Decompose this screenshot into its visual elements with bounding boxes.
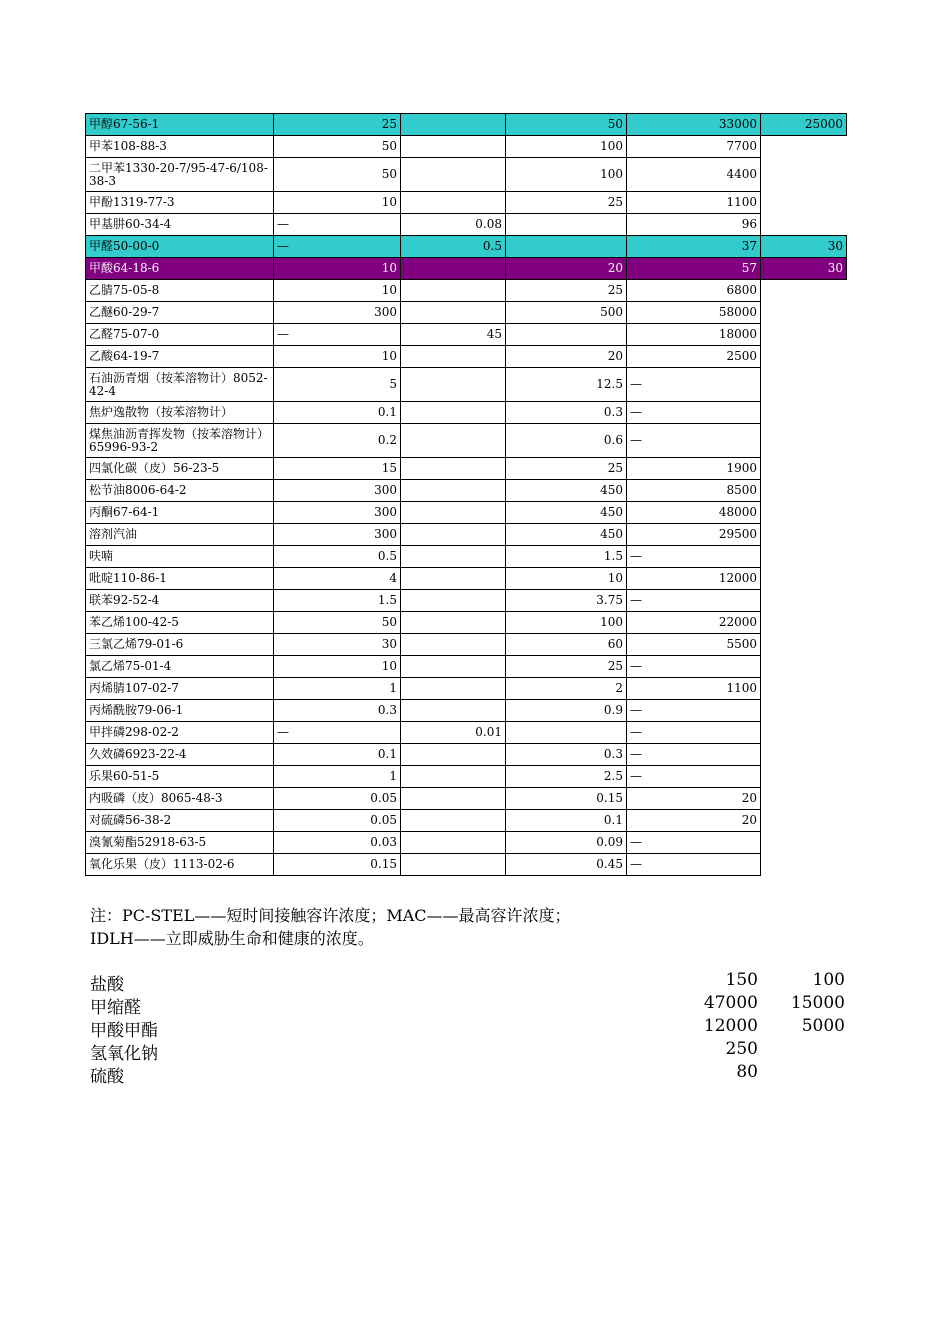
value-cell-4[interactable]: 4400 bbox=[627, 158, 761, 192]
value-cell-3[interactable]: 20 bbox=[506, 258, 627, 280]
value-cell-4[interactable]: 12000 bbox=[627, 568, 761, 590]
value-cell-5[interactable] bbox=[761, 854, 847, 876]
footnote bbox=[90, 904, 571, 950]
value-cell-3[interactable]: 25 bbox=[506, 458, 627, 480]
value-cell-4[interactable]: 22000 bbox=[627, 612, 761, 634]
table-row bbox=[86, 524, 847, 546]
value-cell-2[interactable] bbox=[401, 192, 506, 214]
value-cell-5[interactable] bbox=[761, 524, 847, 546]
substance-cell[interactable]: 甲拌磷298-02-2 bbox=[86, 722, 274, 744]
substance-cell[interactable]: 内吸磷（皮）8065-48-3 bbox=[86, 788, 274, 810]
table-row bbox=[86, 832, 847, 854]
value-cell-3[interactable] bbox=[506, 324, 627, 346]
value-cell-5[interactable] bbox=[761, 158, 847, 192]
table-row bbox=[86, 368, 847, 402]
table-row bbox=[86, 114, 847, 136]
value-cell-1[interactable]: 300 bbox=[274, 480, 401, 502]
value-cell-1[interactable]: 10 bbox=[274, 656, 401, 678]
value-cell-5[interactable] bbox=[761, 678, 847, 700]
value-cell-1[interactable]: 0.3 bbox=[274, 700, 401, 722]
value-cell-2[interactable] bbox=[401, 788, 506, 810]
value-cell-5[interactable] bbox=[761, 700, 847, 722]
value-cell-5[interactable] bbox=[761, 480, 847, 502]
value-cell-5[interactable] bbox=[761, 590, 847, 612]
value-cell-5[interactable] bbox=[761, 502, 847, 524]
chemical-limits-sheet bbox=[85, 113, 847, 876]
value-cell-4[interactable]: 29500 bbox=[627, 524, 761, 546]
footnote-line-1: 注：PC-STEL——短时间接触容许浓度；MAC——最高容许浓度； bbox=[90, 906, 571, 925]
value-cell-3[interactable]: 450 bbox=[506, 480, 627, 502]
list-item bbox=[90, 1062, 850, 1085]
value-cell-4[interactable]: 7700 bbox=[627, 136, 761, 158]
list-item bbox=[90, 993, 850, 1016]
value-cell-4[interactable]: — bbox=[627, 854, 761, 876]
value-cell-1[interactable]: 30 bbox=[274, 634, 401, 656]
value-cell-2[interactable] bbox=[401, 114, 506, 136]
substance-name: 硫酸 bbox=[90, 1067, 124, 1087]
value-cell-4[interactable]: 33000 bbox=[627, 114, 761, 136]
value-cell-5[interactable] bbox=[761, 346, 847, 368]
value-cell-1[interactable]: 300 bbox=[274, 524, 401, 546]
substance-cell[interactable]: 石油沥青烟（按苯溶物计）8052-42-4 bbox=[86, 368, 274, 402]
value-cell-1[interactable]: 0.15 bbox=[274, 854, 401, 876]
table-row bbox=[86, 192, 847, 214]
substance-cell[interactable]: 乙酸64-19-7 bbox=[86, 346, 274, 368]
value-cell-1[interactable]: 1.5 bbox=[274, 590, 401, 612]
list-item bbox=[90, 1039, 850, 1062]
substance-cell[interactable]: 乐果60-51-5 bbox=[86, 766, 274, 788]
substance-cell[interactable]: 呋喃 bbox=[86, 546, 274, 568]
value-1: 12000 bbox=[703, 1016, 758, 1036]
table-row bbox=[86, 612, 847, 634]
table-row bbox=[86, 744, 847, 766]
value-cell-3[interactable]: 100 bbox=[506, 612, 627, 634]
value-cell-3[interactable] bbox=[506, 236, 627, 258]
value-cell-3[interactable]: 25 bbox=[506, 192, 627, 214]
value-cell-3[interactable]: 1.5 bbox=[506, 546, 627, 568]
table-row bbox=[86, 458, 847, 480]
value-cell-2[interactable] bbox=[401, 346, 506, 368]
value-cell-4[interactable]: — bbox=[627, 832, 761, 854]
value-cell-2[interactable] bbox=[401, 546, 506, 568]
value-cell-4[interactable]: 2500 bbox=[627, 346, 761, 368]
substance-name: 甲酸甲酯 bbox=[90, 1021, 158, 1041]
value-cell-5[interactable] bbox=[761, 192, 847, 214]
value-cell-5[interactable] bbox=[761, 612, 847, 634]
table-row bbox=[86, 722, 847, 744]
value-cell-5[interactable] bbox=[761, 744, 847, 766]
value-cell-1[interactable]: 300 bbox=[274, 502, 401, 524]
value-cell-1[interactable]: — bbox=[274, 214, 401, 236]
value-cell-1[interactable]: 50 bbox=[274, 136, 401, 158]
value-cell-4[interactable]: — bbox=[627, 546, 761, 568]
value-cell-3[interactable]: 12.5 bbox=[506, 368, 627, 402]
value-cell-4[interactable]: — bbox=[627, 402, 761, 424]
value-cell-2[interactable] bbox=[401, 480, 506, 502]
value-cell-5[interactable] bbox=[761, 634, 847, 656]
value-cell-2[interactable] bbox=[401, 524, 506, 546]
substance-cell[interactable]: 氧化乐果（皮）1113-02-6 bbox=[86, 854, 274, 876]
value-cell-4[interactable]: — bbox=[627, 722, 761, 744]
table-row bbox=[86, 546, 847, 568]
value-cell-2[interactable] bbox=[401, 744, 506, 766]
value-cell-2[interactable] bbox=[401, 424, 506, 458]
substance-cell[interactable]: 溶剂汽油 bbox=[86, 524, 274, 546]
value-cell-3[interactable]: 60 bbox=[506, 634, 627, 656]
value-cell-5[interactable] bbox=[761, 568, 847, 590]
value-2: 15000 bbox=[790, 993, 845, 1013]
table-row bbox=[86, 700, 847, 722]
value-cell-4[interactable]: 1100 bbox=[627, 192, 761, 214]
value-cell-4[interactable]: 6800 bbox=[627, 280, 761, 302]
substance-cell[interactable]: 甲苯108-88-3 bbox=[86, 136, 274, 158]
value-cell-2[interactable]: 0.5 bbox=[401, 236, 506, 258]
value-cell-1[interactable]: 1 bbox=[274, 766, 401, 788]
table-row bbox=[86, 656, 847, 678]
value-cell-3[interactable]: 100 bbox=[506, 158, 627, 192]
substance-cell[interactable]: 甲醇67-56-1 bbox=[86, 114, 274, 136]
extra-substances-list bbox=[90, 970, 850, 1085]
value-cell-2[interactable]: 45 bbox=[401, 324, 506, 346]
table-row bbox=[86, 158, 847, 192]
table-row bbox=[86, 810, 847, 832]
footnote-line-2: IDLH——立即威胁生命和健康的浓度。 bbox=[90, 929, 374, 948]
value-cell-2[interactable] bbox=[401, 766, 506, 788]
value-1: 250 bbox=[725, 1039, 758, 1059]
value-cell-3[interactable]: 450 bbox=[506, 502, 627, 524]
table-row bbox=[86, 402, 847, 424]
substance-cell[interactable]: 三氯乙烯79-01-6 bbox=[86, 634, 274, 656]
value-cell-5[interactable] bbox=[761, 424, 847, 458]
table-row bbox=[86, 502, 847, 524]
value-cell-5[interactable] bbox=[761, 546, 847, 568]
value-cell-2[interactable] bbox=[401, 590, 506, 612]
value-cell-3[interactable]: 0.6 bbox=[506, 424, 627, 458]
value-cell-4[interactable]: — bbox=[627, 766, 761, 788]
substance-cell[interactable]: 乙醛75-07-0 bbox=[86, 324, 274, 346]
value-cell-1[interactable]: — bbox=[274, 236, 401, 258]
value-cell-2[interactable]: 0.01 bbox=[401, 722, 506, 744]
table-row bbox=[86, 302, 847, 324]
table-row bbox=[86, 678, 847, 700]
substance-cell[interactable]: 丙烯酰胺79-06-1 bbox=[86, 700, 274, 722]
value-cell-2[interactable] bbox=[401, 458, 506, 480]
value-cell-1[interactable]: 50 bbox=[274, 612, 401, 634]
substance-cell[interactable]: 松节油8006-64-2 bbox=[86, 480, 274, 502]
table-row bbox=[86, 788, 847, 810]
value-cell-5[interactable] bbox=[761, 214, 847, 236]
value-cell-3[interactable]: 2 bbox=[506, 678, 627, 700]
substance-cell[interactable]: 吡啶110-86-1 bbox=[86, 568, 274, 590]
value-cell-1[interactable]: 1 bbox=[274, 678, 401, 700]
table-row bbox=[86, 280, 847, 302]
value-cell-3[interactable]: 0.45 bbox=[506, 854, 627, 876]
value-cell-5[interactable] bbox=[761, 832, 847, 854]
value-cell-1[interactable]: — bbox=[274, 324, 401, 346]
value-cell-5[interactable] bbox=[761, 368, 847, 402]
value-cell-1[interactable]: 0.2 bbox=[274, 424, 401, 458]
value-cell-4[interactable]: 57 bbox=[627, 258, 761, 280]
value-cell-1[interactable]: 4 bbox=[274, 568, 401, 590]
value-cell-2[interactable] bbox=[401, 700, 506, 722]
value-cell-2[interactable] bbox=[401, 136, 506, 158]
value-cell-5[interactable]: 25000 bbox=[761, 114, 847, 136]
value-cell-1[interactable]: 0.1 bbox=[274, 744, 401, 766]
substance-cell[interactable]: 煤焦油沥青挥发物（按苯溶物计）65996-93-2 bbox=[86, 424, 274, 458]
value-cell-3[interactable]: 2.5 bbox=[506, 766, 627, 788]
value-cell-1[interactable]: 300 bbox=[274, 302, 401, 324]
value-cell-3[interactable]: 20 bbox=[506, 346, 627, 368]
value-cell-2[interactable] bbox=[401, 678, 506, 700]
value-cell-2[interactable] bbox=[401, 258, 506, 280]
value-cell-4[interactable]: 20 bbox=[627, 788, 761, 810]
value-cell-5[interactable] bbox=[761, 458, 847, 480]
value-cell-2[interactable] bbox=[401, 302, 506, 324]
value-cell-5[interactable]: 30 bbox=[761, 236, 847, 258]
value-cell-2[interactable] bbox=[401, 568, 506, 590]
value-cell-3[interactable]: 0.15 bbox=[506, 788, 627, 810]
value-cell-1[interactable]: 10 bbox=[274, 192, 401, 214]
value-cell-5[interactable]: 30 bbox=[761, 258, 847, 280]
substance-name: 甲缩醛 bbox=[90, 998, 141, 1018]
value-cell-3[interactable]: 0.3 bbox=[506, 402, 627, 424]
value-cell-3[interactable] bbox=[506, 722, 627, 744]
value-cell-4[interactable]: — bbox=[627, 656, 761, 678]
value-1: 47000 bbox=[703, 993, 758, 1013]
value-cell-2[interactable] bbox=[401, 502, 506, 524]
value-cell-1[interactable]: 0.5 bbox=[274, 546, 401, 568]
table-row bbox=[86, 590, 847, 612]
value-cell-1[interactable]: 10 bbox=[274, 258, 401, 280]
value-cell-3[interactable]: 25 bbox=[506, 280, 627, 302]
value-cell-1[interactable]: 0.05 bbox=[274, 810, 401, 832]
substance-cell[interactable]: 二甲苯1330-20-7/95-47-6/108-38-3 bbox=[86, 158, 274, 192]
substance-cell[interactable]: 乙腈75-05-8 bbox=[86, 280, 274, 302]
substance-cell[interactable]: 丙烯腈107-02-7 bbox=[86, 678, 274, 700]
value-cell-5[interactable] bbox=[761, 722, 847, 744]
value-cell-1[interactable]: 0.1 bbox=[274, 402, 401, 424]
exposure-limits-table bbox=[85, 113, 847, 876]
value-1: 80 bbox=[736, 1062, 758, 1082]
value-cell-4[interactable]: — bbox=[627, 368, 761, 402]
substance-name: 氢氧化钠 bbox=[90, 1044, 158, 1064]
value-cell-3[interactable]: 3.75 bbox=[506, 590, 627, 612]
value-cell-4[interactable]: 5500 bbox=[627, 634, 761, 656]
value-cell-2[interactable] bbox=[401, 854, 506, 876]
substance-cell[interactable]: 对硫磷56-38-2 bbox=[86, 810, 274, 832]
table-row bbox=[86, 324, 847, 346]
value-cell-3[interactable]: 50 bbox=[506, 114, 627, 136]
value-cell-4[interactable]: 8500 bbox=[627, 480, 761, 502]
value-cell-2[interactable] bbox=[401, 280, 506, 302]
value-cell-2[interactable]: 0.08 bbox=[401, 214, 506, 236]
table-row bbox=[86, 634, 847, 656]
value-cell-4[interactable]: — bbox=[627, 744, 761, 766]
table-row bbox=[86, 136, 847, 158]
substance-cell[interactable]: 苯乙烯100-42-5 bbox=[86, 612, 274, 634]
value-1: 150 bbox=[725, 970, 758, 990]
value-cell-1[interactable]: 0.05 bbox=[274, 788, 401, 810]
table-row bbox=[86, 854, 847, 876]
value-2: 100 bbox=[812, 970, 845, 990]
table-row bbox=[86, 424, 847, 458]
value-cell-2[interactable] bbox=[401, 158, 506, 192]
value-cell-1[interactable]: 25 bbox=[274, 114, 401, 136]
value-cell-5[interactable] bbox=[761, 788, 847, 810]
value-cell-5[interactable] bbox=[761, 136, 847, 158]
substance-cell[interactable]: 甲基肼60-34-4 bbox=[86, 214, 274, 236]
value-cell-3[interactable]: 10 bbox=[506, 568, 627, 590]
value-cell-4[interactable]: 37 bbox=[627, 236, 761, 258]
table-row bbox=[86, 480, 847, 502]
value-cell-4[interactable]: — bbox=[627, 700, 761, 722]
value-cell-3[interactable]: 100 bbox=[506, 136, 627, 158]
value-cell-4[interactable]: 20 bbox=[627, 810, 761, 832]
value-cell-5[interactable] bbox=[761, 402, 847, 424]
value-cell-4[interactable]: 58000 bbox=[627, 302, 761, 324]
substance-cell[interactable]: 氯乙烯75-01-4 bbox=[86, 656, 274, 678]
list-item bbox=[90, 970, 850, 993]
value-cell-4[interactable]: 1900 bbox=[627, 458, 761, 480]
substance-cell[interactable]: 乙醚60-29-7 bbox=[86, 302, 274, 324]
value-cell-4[interactable]: 96 bbox=[627, 214, 761, 236]
substance-cell[interactable]: 甲酸64-18-6 bbox=[86, 258, 274, 280]
value-cell-2[interactable] bbox=[401, 612, 506, 634]
substance-cell[interactable]: 久效磷6923-22-4 bbox=[86, 744, 274, 766]
value-cell-3[interactable]: 0.1 bbox=[506, 810, 627, 832]
value-cell-2[interactable] bbox=[401, 402, 506, 424]
table-row bbox=[86, 766, 847, 788]
table-row bbox=[86, 568, 847, 590]
value-cell-4[interactable]: — bbox=[627, 424, 761, 458]
value-cell-2[interactable] bbox=[401, 656, 506, 678]
table-row bbox=[86, 236, 847, 258]
value-cell-2[interactable] bbox=[401, 832, 506, 854]
value-cell-5[interactable] bbox=[761, 656, 847, 678]
value-cell-2[interactable] bbox=[401, 810, 506, 832]
substance-cell[interactable]: 联苯92-52-4 bbox=[86, 590, 274, 612]
value-cell-1[interactable]: 5 bbox=[274, 368, 401, 402]
substance-cell[interactable]: 溴氰菊酯52918-63-5 bbox=[86, 832, 274, 854]
substance-name: 盐酸 bbox=[90, 975, 124, 995]
value-cell-2[interactable] bbox=[401, 634, 506, 656]
value-cell-5[interactable] bbox=[761, 302, 847, 324]
value-cell-5[interactable] bbox=[761, 766, 847, 788]
value-cell-5[interactable] bbox=[761, 280, 847, 302]
value-cell-5[interactable] bbox=[761, 810, 847, 832]
substance-cell[interactable]: 甲醛50-00-0 bbox=[86, 236, 274, 258]
value-cell-3[interactable]: 450 bbox=[506, 524, 627, 546]
substance-cell[interactable]: 焦炉逸散物（按苯溶物计） bbox=[86, 402, 274, 424]
value-cell-4[interactable]: 18000 bbox=[627, 324, 761, 346]
value-cell-4[interactable]: 1100 bbox=[627, 678, 761, 700]
value-cell-3[interactable]: 500 bbox=[506, 302, 627, 324]
value-cell-3[interactable]: 0.9 bbox=[506, 700, 627, 722]
value-cell-1[interactable]: 0.03 bbox=[274, 832, 401, 854]
value-cell-3[interactable] bbox=[506, 214, 627, 236]
value-2: 5000 bbox=[801, 1016, 845, 1036]
value-cell-3[interactable]: 0.3 bbox=[506, 744, 627, 766]
table-row bbox=[86, 346, 847, 368]
list-item bbox=[90, 1016, 850, 1039]
substance-cell[interactable]: 丙酮67-64-1 bbox=[86, 502, 274, 524]
value-cell-1[interactable]: 10 bbox=[274, 346, 401, 368]
value-cell-4[interactable]: — bbox=[627, 590, 761, 612]
value-cell-3[interactable]: 0.09 bbox=[506, 832, 627, 854]
table-row bbox=[86, 258, 847, 280]
substance-cell[interactable]: 四氯化碳（皮）56-23-5 bbox=[86, 458, 274, 480]
value-cell-1[interactable]: — bbox=[274, 722, 401, 744]
value-cell-1[interactable]: 10 bbox=[274, 280, 401, 302]
value-cell-2[interactable] bbox=[401, 368, 506, 402]
value-cell-5[interactable] bbox=[761, 324, 847, 346]
value-cell-4[interactable]: 48000 bbox=[627, 502, 761, 524]
substance-cell[interactable]: 甲酚1319-77-3 bbox=[86, 192, 274, 214]
value-cell-1[interactable]: 15 bbox=[274, 458, 401, 480]
value-cell-1[interactable]: 50 bbox=[274, 158, 401, 192]
table-row bbox=[86, 214, 847, 236]
value-cell-3[interactable]: 25 bbox=[506, 656, 627, 678]
